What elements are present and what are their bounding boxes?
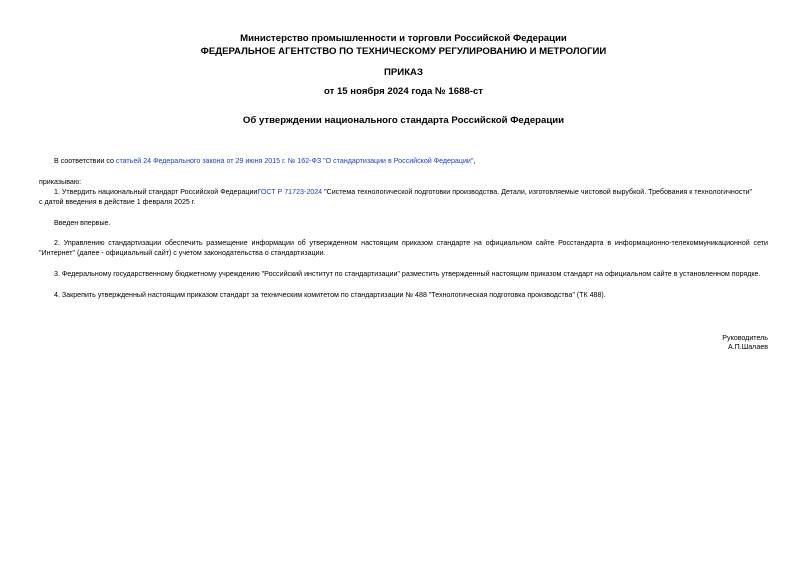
document-title: Об утверждении национального стандарта Российской Федерации [242,115,565,126]
agency-name: ФЕДЕРАЛЬНОЕ АГЕНТСТВО ПО ТЕХНИЧЕСКОМУ РЕГУЛИРОВАНИЮ И МЕТРОЛОГИИ [200,46,607,57]
item-1-prefix: 1. Утвердить национальный стандарт Российской Федерации [54,188,258,196]
item-2-line-2: "Интернет" (далее - официальный сайт) с учетом законодательства о стандартизации. [39,249,326,257]
signature-name: А.П.Шалаев [727,343,768,351]
document-type: ПРИКАЗ [384,67,423,78]
item-1-line-2: с датой введения в действие 1 февраля 2025 г. [39,198,196,206]
federal-law-link[interactable]: статьей 24 Федерального закона от 29 июня 2015 г. № 162-ФЗ "О стандартизации в Российской Федерации" [115,157,474,165]
item-1-suffix: "Система технологической подготовки производства. Детали, изготовляемые чистовой вырубкой. Требования к технологичности" [322,188,753,196]
document-date-number: от 15 ноября 2024 года № 1688-ст [323,86,483,97]
introduced-note: Введен впервые. [54,219,111,227]
item-2-line-1: 2. Управлению стандартизации обеспечить размещение информации об утвержденном настоящим приказом стандарте на официальном сайте Росстандарта в информационно-телекоммуникационной сети [54,239,768,247]
item-1-line-1 [54,187,752,197]
order-word: приказываю: [39,178,82,186]
gost-standard-link[interactable]: ГОСТ Р 71723-2024 [257,188,323,196]
ministry-name: Министерство промышленности и торговли Российской Федерации [240,33,567,44]
item-3-paragraph: 3. Федеральному государственному бюджетному учреждению "Российский институт по стандартизации" разместить утвержденный настоящим приказом стандарт на официальном сайте в установленном порядке. [54,270,761,278]
preamble-paragraph [54,156,475,166]
signature-position: Руководитель [722,334,768,342]
item-4-paragraph: 4. Закрепить утвержденный настоящим приказом стандарт за техническим комитетом по стандартизации № 488 "Технологическая подготовка производства" (ТК 488). [54,291,606,299]
preamble-prefix: В соответствии со [54,157,116,165]
preamble-suffix: , [473,157,476,165]
